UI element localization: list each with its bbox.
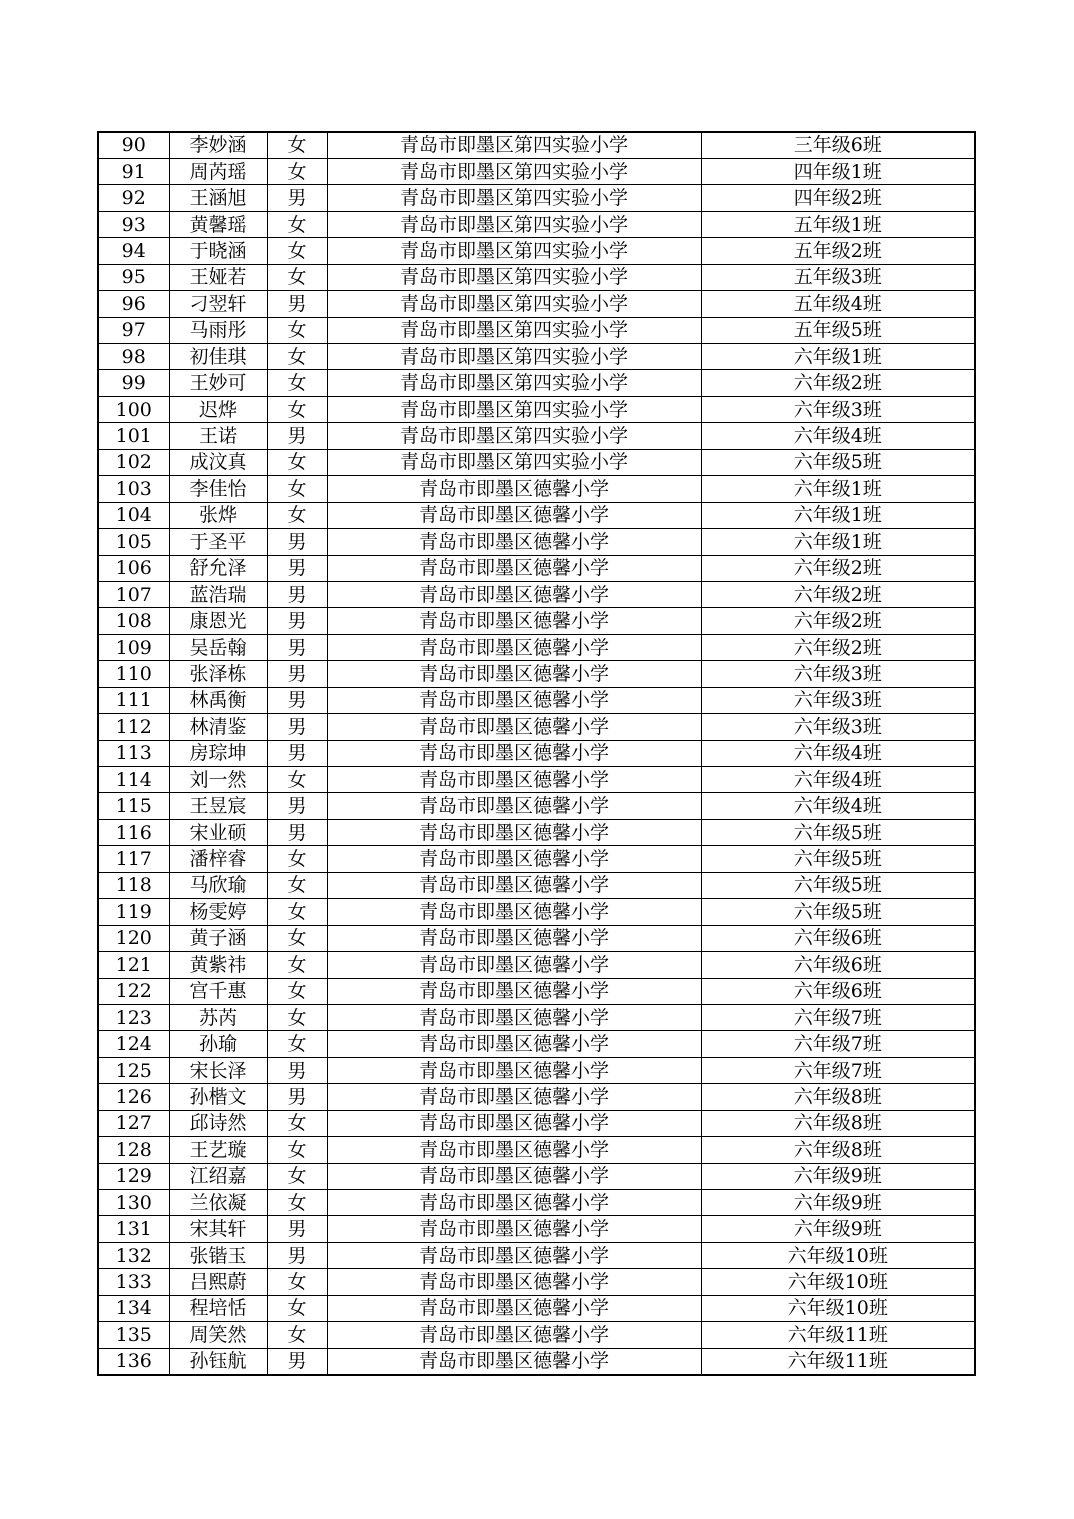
table-row [98, 872, 975, 898]
cell-name: 迟烨 [169, 396, 267, 422]
table-row [98, 185, 975, 211]
cell-no: 135 [98, 1322, 169, 1348]
cell-no: 111 [98, 687, 169, 713]
cell-gender: 女 [267, 1110, 327, 1136]
cell-class: 六年级10班 [701, 1269, 975, 1295]
cell-class: 六年级9班 [701, 1163, 975, 1189]
cell-name: 兰依凝 [169, 1190, 267, 1216]
cell-school: 青岛市即墨区第四实验小学 [327, 264, 701, 290]
cell-class: 六年级8班 [701, 1084, 975, 1110]
cell-no: 119 [98, 899, 169, 925]
cell-gender: 女 [267, 1190, 327, 1216]
cell-school: 青岛市即墨区德馨小学 [327, 1110, 701, 1136]
cell-gender: 女 [267, 872, 327, 898]
cell-class: 五年级5班 [701, 317, 975, 343]
table-row [98, 158, 975, 184]
table-row [98, 502, 975, 528]
cell-name: 初佳琪 [169, 344, 267, 370]
cell-gender: 男 [267, 555, 327, 581]
cell-no: 116 [98, 819, 169, 845]
table-row [98, 899, 975, 925]
cell-class: 六年级7班 [701, 1031, 975, 1057]
cell-school: 青岛市即墨区德馨小学 [327, 978, 701, 1004]
cell-class: 六年级2班 [701, 555, 975, 581]
table-row [98, 1269, 975, 1295]
cell-school: 青岛市即墨区第四实验小学 [327, 238, 701, 264]
cell-school: 青岛市即墨区德馨小学 [327, 846, 701, 872]
cell-school: 青岛市即墨区第四实验小学 [327, 370, 701, 396]
cell-name: 孙瑜 [169, 1031, 267, 1057]
cell-no: 104 [98, 502, 169, 528]
table-row [98, 132, 975, 158]
cell-no: 132 [98, 1242, 169, 1268]
cell-name: 宋长泽 [169, 1057, 267, 1083]
cell-school: 青岛市即墨区第四实验小学 [327, 132, 701, 158]
cell-school: 青岛市即墨区德馨小学 [327, 1084, 701, 1110]
cell-school: 青岛市即墨区德馨小学 [327, 502, 701, 528]
cell-gender: 男 [267, 661, 327, 687]
table-row [98, 819, 975, 845]
cell-no: 108 [98, 608, 169, 634]
cell-no: 124 [98, 1031, 169, 1057]
cell-school: 青岛市即墨区第四实验小学 [327, 158, 701, 184]
cell-school: 青岛市即墨区德馨小学 [327, 925, 701, 951]
cell-gender: 女 [267, 1322, 327, 1348]
cell-name: 刘一然 [169, 767, 267, 793]
cell-no: 120 [98, 925, 169, 951]
cell-school: 青岛市即墨区德馨小学 [327, 714, 701, 740]
cell-gender: 男 [267, 634, 327, 660]
table-row [98, 581, 975, 607]
cell-class: 六年级11班 [701, 1348, 975, 1374]
table-row [98, 793, 975, 819]
cell-no: 105 [98, 529, 169, 555]
cell-class: 六年级2班 [701, 370, 975, 396]
cell-no: 101 [98, 423, 169, 449]
table-row [98, 1031, 975, 1057]
cell-class: 六年级11班 [701, 1322, 975, 1348]
cell-name: 孙钰航 [169, 1348, 267, 1374]
cell-class: 六年级5班 [701, 899, 975, 925]
cell-name: 周芮瑶 [169, 158, 267, 184]
cell-name: 王涵旭 [169, 185, 267, 211]
cell-name: 邱诗然 [169, 1110, 267, 1136]
cell-school: 青岛市即墨区德馨小学 [327, 1348, 701, 1374]
cell-class: 六年级4班 [701, 767, 975, 793]
cell-school: 青岛市即墨区德馨小学 [327, 661, 701, 687]
table-row [98, 1110, 975, 1136]
cell-no: 112 [98, 714, 169, 740]
table-row [98, 344, 975, 370]
cell-no: 98 [98, 344, 169, 370]
cell-school: 青岛市即墨区德馨小学 [327, 740, 701, 766]
cell-name: 吴岳翰 [169, 634, 267, 660]
table-row [98, 952, 975, 978]
table-row [98, 211, 975, 237]
table-row [98, 476, 975, 502]
cell-school: 青岛市即墨区第四实验小学 [327, 423, 701, 449]
cell-no: 110 [98, 661, 169, 687]
cell-school: 青岛市即墨区德馨小学 [327, 1322, 701, 1348]
cell-no: 115 [98, 793, 169, 819]
cell-gender: 女 [267, 264, 327, 290]
cell-class: 三年级6班 [701, 132, 975, 158]
cell-gender: 男 [267, 608, 327, 634]
cell-class: 六年级6班 [701, 925, 975, 951]
table-row [98, 1163, 975, 1189]
table-row [98, 634, 975, 660]
cell-gender: 女 [267, 317, 327, 343]
cell-name: 宋业硕 [169, 819, 267, 845]
cell-school: 青岛市即墨区第四实验小学 [327, 185, 701, 211]
cell-name: 王昱宸 [169, 793, 267, 819]
cell-gender: 女 [267, 238, 327, 264]
cell-name: 黄紫祎 [169, 952, 267, 978]
cell-name: 于晓涵 [169, 238, 267, 264]
cell-class: 六年级8班 [701, 1137, 975, 1163]
cell-class: 六年级8班 [701, 1110, 975, 1136]
cell-class: 六年级5班 [701, 449, 975, 475]
table-row [98, 1242, 975, 1268]
cell-name: 程培恬 [169, 1295, 267, 1321]
cell-no: 130 [98, 1190, 169, 1216]
cell-class: 五年级2班 [701, 238, 975, 264]
cell-gender: 女 [267, 899, 327, 925]
cell-name: 黄子涵 [169, 925, 267, 951]
cell-school: 青岛市即墨区德馨小学 [327, 1137, 701, 1163]
table-row [98, 529, 975, 555]
cell-school: 青岛市即墨区德馨小学 [327, 1190, 701, 1216]
cell-gender: 男 [267, 740, 327, 766]
cell-class: 六年级10班 [701, 1295, 975, 1321]
table-row [98, 317, 975, 343]
cell-school: 青岛市即墨区德馨小学 [327, 872, 701, 898]
cell-gender: 男 [267, 1216, 327, 1242]
cell-school: 青岛市即墨区德馨小学 [327, 952, 701, 978]
table-row [98, 978, 975, 1004]
table-row [98, 370, 975, 396]
cell-school: 青岛市即墨区第四实验小学 [327, 211, 701, 237]
cell-no: 126 [98, 1084, 169, 1110]
table-row [98, 264, 975, 290]
cell-name: 王娅若 [169, 264, 267, 290]
cell-no: 107 [98, 581, 169, 607]
cell-school: 青岛市即墨区德馨小学 [327, 1242, 701, 1268]
cell-no: 91 [98, 158, 169, 184]
cell-name: 成汶真 [169, 449, 267, 475]
cell-no: 97 [98, 317, 169, 343]
cell-no: 127 [98, 1110, 169, 1136]
cell-gender: 女 [267, 952, 327, 978]
cell-school: 青岛市即墨区德馨小学 [327, 1031, 701, 1057]
cell-name: 宋其轩 [169, 1216, 267, 1242]
cell-no: 122 [98, 978, 169, 1004]
cell-class: 六年级6班 [701, 978, 975, 1004]
cell-gender: 女 [267, 767, 327, 793]
cell-school: 青岛市即墨区德馨小学 [327, 1004, 701, 1030]
cell-name: 刁翌轩 [169, 291, 267, 317]
cell-no: 118 [98, 872, 169, 898]
cell-class: 六年级2班 [701, 634, 975, 660]
cell-gender: 男 [267, 1084, 327, 1110]
cell-school: 青岛市即墨区第四实验小学 [327, 317, 701, 343]
cell-name: 于圣平 [169, 529, 267, 555]
table-row [98, 714, 975, 740]
cell-class: 六年级9班 [701, 1216, 975, 1242]
cell-name: 潘梓睿 [169, 846, 267, 872]
table-row [98, 1084, 975, 1110]
cell-school: 青岛市即墨区德馨小学 [327, 1057, 701, 1083]
cell-no: 99 [98, 370, 169, 396]
cell-no: 96 [98, 291, 169, 317]
cell-name: 吕熙蔚 [169, 1269, 267, 1295]
cell-school: 青岛市即墨区德馨小学 [327, 608, 701, 634]
cell-school: 青岛市即墨区德馨小学 [327, 529, 701, 555]
cell-gender: 男 [267, 1348, 327, 1374]
cell-no: 95 [98, 264, 169, 290]
cell-gender: 女 [267, 158, 327, 184]
cell-class: 六年级2班 [701, 581, 975, 607]
table-row [98, 555, 975, 581]
cell-class: 六年级9班 [701, 1190, 975, 1216]
cell-no: 103 [98, 476, 169, 502]
cell-gender: 女 [267, 978, 327, 1004]
cell-gender: 女 [267, 1295, 327, 1321]
cell-no: 133 [98, 1269, 169, 1295]
cell-name: 李妙涵 [169, 132, 267, 158]
cell-class: 五年级1班 [701, 211, 975, 237]
cell-no: 94 [98, 238, 169, 264]
cell-class: 六年级3班 [701, 661, 975, 687]
cell-gender: 女 [267, 396, 327, 422]
cell-gender: 女 [267, 1163, 327, 1189]
cell-gender: 女 [267, 132, 327, 158]
cell-gender: 男 [267, 687, 327, 713]
table-row [98, 1295, 975, 1321]
cell-gender: 男 [267, 1242, 327, 1268]
cell-name: 林清鉴 [169, 714, 267, 740]
cell-no: 134 [98, 1295, 169, 1321]
cell-gender: 男 [267, 793, 327, 819]
cell-no: 113 [98, 740, 169, 766]
cell-school: 青岛市即墨区第四实验小学 [327, 291, 701, 317]
table-row [98, 1137, 975, 1163]
cell-name: 林禹衡 [169, 687, 267, 713]
cell-no: 114 [98, 767, 169, 793]
cell-school: 青岛市即墨区德馨小学 [327, 581, 701, 607]
cell-name: 王诺 [169, 423, 267, 449]
cell-gender: 女 [267, 370, 327, 396]
cell-name: 康恩光 [169, 608, 267, 634]
cell-name: 张泽栋 [169, 661, 267, 687]
cell-name: 蓝浩瑞 [169, 581, 267, 607]
cell-name: 苏芮 [169, 1004, 267, 1030]
cell-school: 青岛市即墨区德馨小学 [327, 767, 701, 793]
cell-no: 131 [98, 1216, 169, 1242]
cell-gender: 男 [267, 819, 327, 845]
cell-no: 125 [98, 1057, 169, 1083]
cell-name: 张烨 [169, 502, 267, 528]
roster-body [98, 132, 975, 1375]
cell-gender: 女 [267, 211, 327, 237]
cell-school: 青岛市即墨区德馨小学 [327, 1163, 701, 1189]
cell-no: 100 [98, 396, 169, 422]
cell-school: 青岛市即墨区德馨小学 [327, 1295, 701, 1321]
table-row [98, 661, 975, 687]
student-roster-table [97, 131, 976, 1376]
table-row [98, 1322, 975, 1348]
cell-school: 青岛市即墨区德馨小学 [327, 555, 701, 581]
cell-gender: 男 [267, 185, 327, 211]
cell-class: 五年级4班 [701, 291, 975, 317]
cell-class: 四年级1班 [701, 158, 975, 184]
cell-school: 青岛市即墨区德馨小学 [327, 1216, 701, 1242]
cell-gender: 男 [267, 291, 327, 317]
cell-class: 六年级5班 [701, 819, 975, 845]
table-row [98, 1348, 975, 1374]
cell-gender: 女 [267, 1137, 327, 1163]
cell-gender: 女 [267, 449, 327, 475]
cell-school: 青岛市即墨区德馨小学 [327, 899, 701, 925]
cell-no: 117 [98, 846, 169, 872]
cell-name: 马欣瑜 [169, 872, 267, 898]
cell-gender: 女 [267, 846, 327, 872]
cell-gender: 男 [267, 1057, 327, 1083]
cell-no: 109 [98, 634, 169, 660]
table-row [98, 846, 975, 872]
cell-name: 孙楷文 [169, 1084, 267, 1110]
cell-class: 六年级3班 [701, 714, 975, 740]
cell-class: 六年级4班 [701, 423, 975, 449]
cell-name: 杨雯婷 [169, 899, 267, 925]
table-row [98, 1004, 975, 1030]
cell-class: 六年级1班 [701, 476, 975, 502]
cell-class: 六年级2班 [701, 608, 975, 634]
cell-name: 李佳怡 [169, 476, 267, 502]
cell-no: 90 [98, 132, 169, 158]
table-row [98, 740, 975, 766]
cell-name: 江绍嘉 [169, 1163, 267, 1189]
cell-no: 128 [98, 1137, 169, 1163]
cell-school: 青岛市即墨区德馨小学 [327, 687, 701, 713]
cell-name: 黄馨瑶 [169, 211, 267, 237]
cell-gender: 女 [267, 476, 327, 502]
cell-no: 102 [98, 449, 169, 475]
cell-name: 马雨彤 [169, 317, 267, 343]
cell-class: 六年级1班 [701, 344, 975, 370]
table-row [98, 608, 975, 634]
cell-name: 周笑然 [169, 1322, 267, 1348]
table-row [98, 1057, 975, 1083]
cell-school: 青岛市即墨区德馨小学 [327, 634, 701, 660]
cell-class: 六年级1班 [701, 502, 975, 528]
cell-no: 93 [98, 211, 169, 237]
cell-class: 六年级7班 [701, 1004, 975, 1030]
cell-gender: 男 [267, 714, 327, 740]
cell-name: 王妙可 [169, 370, 267, 396]
cell-school: 青岛市即墨区德馨小学 [327, 793, 701, 819]
cell-school: 青岛市即墨区第四实验小学 [327, 396, 701, 422]
table-row [98, 925, 975, 951]
table-row [98, 449, 975, 475]
cell-school: 青岛市即墨区第四实验小学 [327, 344, 701, 370]
cell-gender: 女 [267, 1031, 327, 1057]
cell-name: 宫千惠 [169, 978, 267, 1004]
cell-no: 92 [98, 185, 169, 211]
cell-name: 张锴玉 [169, 1242, 267, 1268]
cell-no: 129 [98, 1163, 169, 1189]
cell-no: 121 [98, 952, 169, 978]
cell-class: 四年级2班 [701, 185, 975, 211]
cell-gender: 男 [267, 423, 327, 449]
cell-class: 六年级4班 [701, 793, 975, 819]
cell-school: 青岛市即墨区德馨小学 [327, 476, 701, 502]
cell-class: 六年级3班 [701, 396, 975, 422]
cell-class: 六年级5班 [701, 872, 975, 898]
table-row [98, 423, 975, 449]
table-row [98, 238, 975, 264]
cell-class: 六年级3班 [701, 687, 975, 713]
cell-class: 六年级6班 [701, 952, 975, 978]
cell-school: 青岛市即墨区德馨小学 [327, 1269, 701, 1295]
cell-class: 六年级4班 [701, 740, 975, 766]
cell-gender: 女 [267, 925, 327, 951]
cell-name: 王艺璇 [169, 1137, 267, 1163]
cell-gender: 男 [267, 529, 327, 555]
cell-name: 舒允泽 [169, 555, 267, 581]
cell-gender: 女 [267, 1269, 327, 1295]
table-row [98, 687, 975, 713]
cell-gender: 女 [267, 1004, 327, 1030]
cell-gender: 女 [267, 502, 327, 528]
cell-class: 六年级1班 [701, 529, 975, 555]
cell-gender: 女 [267, 344, 327, 370]
cell-name: 房琮坤 [169, 740, 267, 766]
cell-school: 青岛市即墨区第四实验小学 [327, 449, 701, 475]
cell-class: 六年级5班 [701, 846, 975, 872]
table-row [98, 396, 975, 422]
table-row [98, 1190, 975, 1216]
cell-no: 136 [98, 1348, 169, 1374]
cell-class: 六年级10班 [701, 1242, 975, 1268]
cell-gender: 男 [267, 581, 327, 607]
cell-no: 123 [98, 1004, 169, 1030]
cell-school: 青岛市即墨区德馨小学 [327, 819, 701, 845]
table-row [98, 1216, 975, 1242]
cell-class: 五年级3班 [701, 264, 975, 290]
table-row [98, 291, 975, 317]
cell-no: 106 [98, 555, 169, 581]
cell-class: 六年级7班 [701, 1057, 975, 1083]
table-row [98, 767, 975, 793]
